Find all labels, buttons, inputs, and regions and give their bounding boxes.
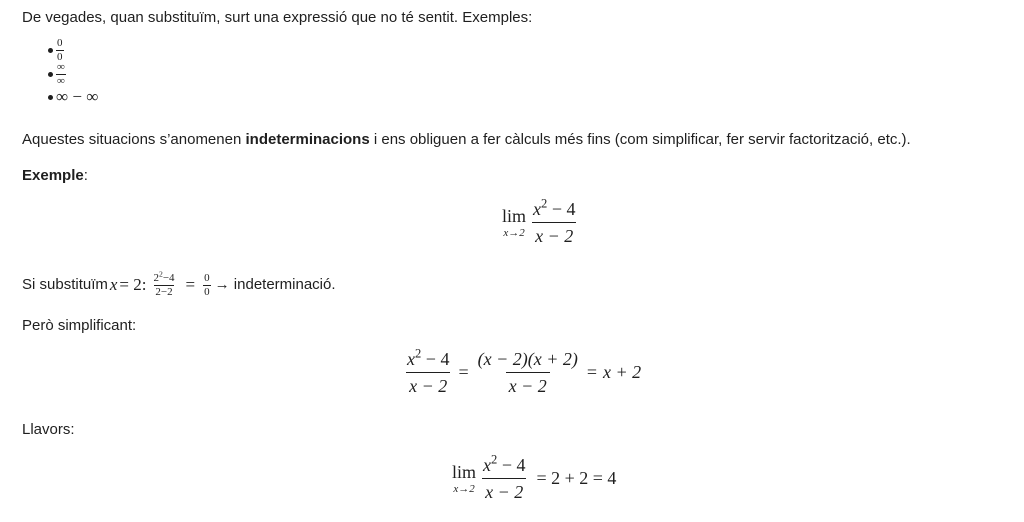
substitution-text: Si substituïm x = 2: $\frac{2^2-4}{2-2}$ = $\frac{0}{0}$ → indeterminació.	[22, 268, 336, 298]
left-fraction: $\frac{x^2 - 4}{x - 2}$	[407, 346, 450, 396]
limit-operator: lim x→2	[452, 461, 477, 495]
examples-list	[56, 38, 98, 108]
intro-text: De vegades, quan substituïm, surt una expressió que no té sentit. Exemples:	[22, 9, 533, 26]
substitution-fraction: $\frac{2^2-4}{2-2}$	[153, 268, 175, 298]
indeterminations-term: indeterminacions	[245, 131, 370, 148]
example-heading: Exemple:	[22, 167, 88, 184]
limit-operator: lim x→2	[502, 205, 527, 239]
list-item	[56, 38, 98, 62]
list-item: ∞ − ∞	[56, 87, 99, 106]
then-label: Llavors:	[22, 421, 75, 438]
limit-equation	[502, 196, 578, 246]
fraction-infinity-over-infinity: $\frac{\infty}{\infty}$	[57, 60, 65, 87]
limit-fraction: $\frac{x^2 - 4}{x - 2}$	[533, 196, 576, 246]
list-item	[56, 62, 98, 86]
final-limit-fraction: $\frac{x^2 - 4}{x - 2}$	[483, 452, 526, 502]
final-limit-equation: lim x→2 $\frac{x^2 - 4}{x - 2}$ = 2 + 2 = 4	[452, 452, 617, 502]
zero-fraction: $\frac{0}{0}$	[204, 271, 210, 298]
factored-fraction: $\frac{(x - 2)(x + 2)}{x - 2}$	[477, 349, 578, 396]
fraction-zero-over-zero: $\frac{0}{0}$	[57, 36, 63, 63]
simplification-equation: $\frac{x^2 - 4}{x - 2}$ = $\frac{(x - 2)(x + 2)}{x - 2}$ = x + 2	[404, 350, 641, 395]
simplifying-label: Però simplificant:	[22, 317, 137, 334]
indeterminations-text: Aquestes situacions s’anomenen indeterminacions i ens obliguen a fer càlculs més fins (com simplificar, fer servir factorització, etc.).	[22, 131, 911, 148]
